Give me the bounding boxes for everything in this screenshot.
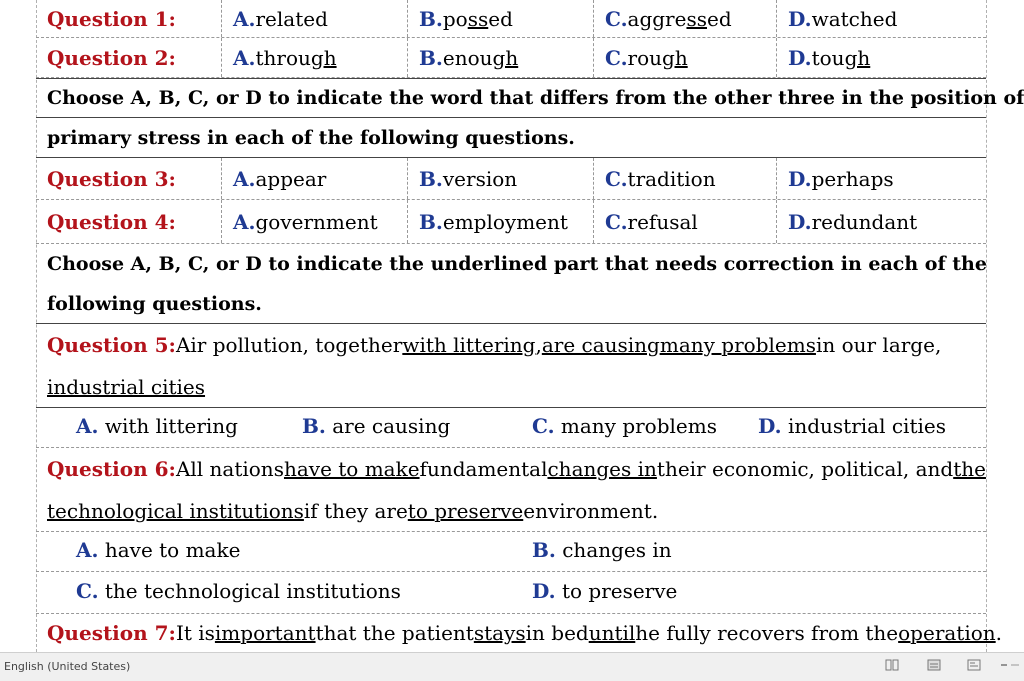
sentence-text: . bbox=[995, 621, 1003, 645]
option-letter: C. bbox=[605, 166, 628, 191]
question-5-option-d bbox=[758, 414, 946, 438]
question-3-option-b bbox=[408, 158, 594, 199]
option-text: tou bbox=[811, 45, 845, 70]
option-letter: A. bbox=[76, 414, 99, 438]
question-4-option-c bbox=[594, 200, 777, 243]
question-1-label: Question 1: bbox=[47, 6, 176, 31]
option-letter: B. bbox=[302, 414, 326, 438]
question-6-option-c bbox=[76, 579, 401, 603]
option-text: the technological institutions bbox=[98, 579, 401, 603]
question-2-label: Question 2: bbox=[47, 45, 176, 70]
question-6-sentence-line-2 bbox=[36, 490, 986, 532]
sentence-text: their economic, political, and bbox=[656, 457, 954, 481]
underlined-part-d: to preserve bbox=[407, 498, 524, 523]
option-text: to preserve bbox=[555, 579, 678, 603]
option-letter: C. bbox=[76, 579, 99, 603]
option-letter: D. bbox=[788, 166, 812, 191]
question-1-option-c bbox=[594, 0, 777, 37]
option-text: many problems bbox=[554, 414, 717, 438]
question-5-option-b bbox=[302, 414, 450, 438]
question-4-row bbox=[36, 200, 986, 244]
stress-instruction-line-2: primary stress in each of the following questions. bbox=[36, 118, 986, 158]
option-text: watched bbox=[811, 6, 898, 31]
option-letter: C. bbox=[605, 6, 628, 31]
option-text: have to make bbox=[98, 538, 241, 562]
underlined-part-c: the bbox=[953, 457, 986, 481]
option-text: enou bbox=[442, 45, 493, 70]
option-letter: A. bbox=[233, 209, 256, 234]
option-letter: B. bbox=[419, 166, 443, 191]
option-letter: D. bbox=[758, 414, 782, 438]
underlined-part-c: many problems bbox=[659, 333, 816, 357]
question-1-label-cell bbox=[36, 0, 222, 37]
option-text: refusal bbox=[627, 209, 698, 234]
sentence-text: that the patient bbox=[315, 621, 474, 645]
option-text: ed bbox=[488, 6, 513, 31]
option-letter: B. bbox=[532, 538, 556, 562]
option-letter: D. bbox=[788, 45, 812, 70]
question-2-option-c bbox=[594, 38, 777, 77]
option-text: throu bbox=[255, 45, 311, 70]
option-text: tradition bbox=[627, 166, 716, 191]
option-text: perhaps bbox=[811, 166, 894, 191]
question-1-option-b bbox=[408, 0, 594, 37]
underlined-part: gh bbox=[492, 45, 519, 70]
option-text: with littering bbox=[98, 414, 238, 438]
option-text: industrial cities bbox=[781, 414, 946, 438]
underlined-part: ss bbox=[467, 6, 489, 31]
question-3-option-d bbox=[777, 158, 986, 199]
question-2-option-a bbox=[222, 38, 408, 77]
option-letter: A. bbox=[233, 166, 256, 191]
question-5-option-a bbox=[76, 414, 238, 438]
sentence-text: if they are bbox=[303, 498, 408, 523]
underlined-part-d: operation bbox=[898, 621, 996, 645]
option-text: aggre bbox=[627, 6, 687, 31]
language-indicator[interactable]: English (United States) bbox=[4, 660, 131, 673]
underlined-part-c: until bbox=[588, 621, 636, 645]
option-text: ed bbox=[707, 6, 732, 31]
option-text: redundant bbox=[811, 209, 918, 234]
question-3-row bbox=[36, 158, 986, 200]
question-6-sentence-line-1 bbox=[36, 448, 986, 490]
underlined-part-a: have to make bbox=[283, 457, 420, 481]
option-text: version bbox=[442, 166, 518, 191]
status-bar bbox=[0, 652, 1024, 681]
underlined-part-b: stays bbox=[473, 621, 526, 645]
option-letter: D. bbox=[788, 6, 812, 31]
underlined-part-d: industrial cities bbox=[47, 374, 206, 399]
question-6-option-b bbox=[532, 538, 672, 562]
question-3-option-c bbox=[594, 158, 777, 199]
sentence-text: fundamental bbox=[419, 457, 548, 481]
question-1-row bbox=[36, 0, 986, 38]
underlined-part-a: important bbox=[214, 621, 316, 645]
option-text: employment bbox=[442, 209, 568, 234]
option-text: po bbox=[442, 6, 468, 31]
stress-instruction-line-1: Choose A, B, C, or D to indicate the word that differs from the other three in the position of bbox=[36, 78, 986, 118]
zoom-out-icon[interactable] bbox=[998, 659, 1020, 673]
option-text: government bbox=[255, 209, 378, 234]
underlined-part: gh bbox=[310, 45, 337, 70]
option-text: changes in bbox=[555, 538, 672, 562]
underlined-part-a: with littering bbox=[402, 333, 536, 357]
question-6-options-row-1 bbox=[36, 532, 986, 572]
question-5-label: Question 5: bbox=[47, 333, 176, 357]
option-letter: C. bbox=[532, 414, 555, 438]
question-5-options-row bbox=[36, 408, 986, 448]
question-3-label: Question 3: bbox=[47, 166, 176, 191]
underlined-part-c: technological institutions bbox=[47, 498, 304, 523]
underlined-part: gh bbox=[662, 45, 688, 70]
sentence-text: , bbox=[535, 333, 542, 357]
question-1-option-d bbox=[777, 0, 986, 37]
error-instruction-line-1: Choose A, B, C, or D to indicate the underlined part that needs correction in each of the bbox=[47, 253, 987, 275]
question-3-label-cell bbox=[36, 158, 222, 199]
option-text: appear bbox=[255, 166, 327, 191]
underlined-part-b: are causing bbox=[541, 333, 660, 357]
question-2-option-d bbox=[777, 38, 986, 77]
question-7-sentence-line-1 bbox=[36, 614, 1003, 652]
underlined-part: gh bbox=[844, 45, 871, 70]
question-2-row bbox=[36, 38, 986, 78]
option-text: rou bbox=[627, 45, 663, 70]
option-letter: C. bbox=[605, 45, 628, 70]
sentence-text: environment. bbox=[523, 498, 659, 523]
sentence-text: he fully recovers from the bbox=[635, 621, 899, 645]
sentence-text: in bed bbox=[525, 621, 589, 645]
option-letter: D. bbox=[532, 579, 556, 603]
underlined-part: ss bbox=[686, 6, 707, 31]
question-6-label: Question 6: bbox=[47, 457, 176, 481]
question-5-sentence-line-2 bbox=[36, 366, 986, 408]
question-7-label: Question 7: bbox=[47, 621, 176, 645]
question-4-option-a bbox=[222, 200, 408, 243]
option-letter: B. bbox=[419, 45, 443, 70]
option-letter: B. bbox=[419, 6, 443, 31]
question-5-sentence-line-1 bbox=[36, 324, 986, 366]
sentence-text: It is bbox=[175, 621, 215, 645]
option-text: related bbox=[255, 6, 328, 31]
underlined-part-b: changes in bbox=[547, 457, 657, 481]
sentence-text: Air pollution, together bbox=[175, 333, 403, 357]
question-5-option-c bbox=[532, 414, 717, 438]
option-letter: D. bbox=[788, 209, 812, 234]
question-2-label-cell bbox=[36, 38, 222, 77]
option-letter: A. bbox=[76, 538, 99, 562]
question-4-label-cell bbox=[36, 200, 222, 243]
question-6-option-d bbox=[532, 579, 677, 603]
option-letter: A. bbox=[233, 6, 256, 31]
question-6-options-row-2 bbox=[36, 572, 986, 614]
option-text: are causing bbox=[325, 414, 451, 438]
question-3-option-a bbox=[222, 158, 408, 199]
focus-mode-icon[interactable] bbox=[884, 659, 900, 673]
sentence-text: in our large, bbox=[815, 333, 942, 357]
question-1-option-a bbox=[222, 0, 408, 37]
option-letter: A. bbox=[233, 45, 256, 70]
question-4-option-b bbox=[408, 200, 594, 243]
question-2-option-b bbox=[408, 38, 594, 77]
option-letter: B. bbox=[419, 209, 443, 234]
question-4-label: Question 4: bbox=[47, 209, 176, 234]
sentence-text: All nations bbox=[175, 457, 284, 481]
error-instruction-line-2: following questions. bbox=[36, 284, 986, 324]
option-letter: C. bbox=[605, 209, 628, 234]
print-layout-icon[interactable] bbox=[926, 659, 942, 673]
question-6-option-a bbox=[76, 538, 240, 562]
web-layout-icon[interactable] bbox=[966, 659, 982, 673]
question-4-option-d bbox=[777, 200, 986, 243]
